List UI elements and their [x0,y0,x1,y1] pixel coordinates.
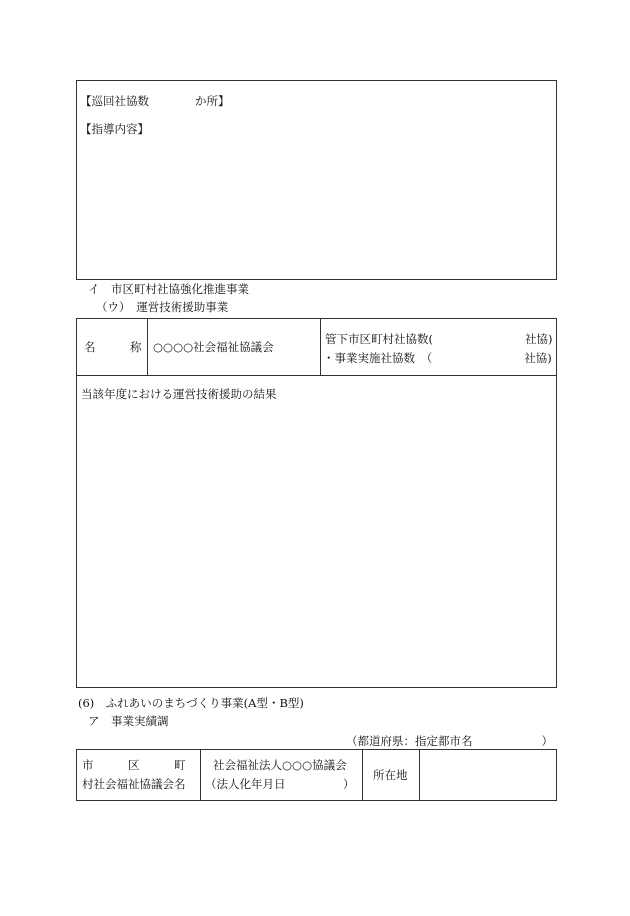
name-value: ○○○○社会福祉協議会 [153,340,274,354]
visit-count-label: 【巡回社協数 か所】 [80,94,230,108]
divider [362,749,363,801]
name-label-1: 名 [84,340,96,354]
council-name-label-1: 市 区 町 [82,758,186,772]
guidance-label: 【指導内容】 [80,122,149,136]
divider [320,318,321,375]
impl-count: ・事業実施社協数 （ 社協) [323,351,552,365]
sub-count: 管下市区町村社協数( 社協) [325,332,553,346]
divider [147,318,148,375]
technical-assistance-table [76,318,557,688]
results-table [76,749,557,801]
prefecture-note: （都道府県：指定都市名 ） [346,734,553,748]
divider [76,375,557,376]
divider [419,749,420,801]
corporation-label: 社会福祉法人○○○協議会 [213,758,347,772]
divider [200,749,201,801]
result-label: 当該年度における運営技術援助の結果 [81,387,277,401]
heading-u: （ウ） 運営技術援助事業 [96,300,229,314]
heading-i: イ 市区町村社協強化推進事業 [88,282,249,296]
heading-a: ア 事業実績調 [88,714,169,728]
incorporation-date-label: （法人化年月日 ） [205,777,355,791]
council-name-label-2: 村社会福祉協議会名 [82,777,186,791]
name-label-2: 称 [130,340,142,354]
guidance-box [76,80,557,280]
location-label: 所在地 [373,768,408,782]
heading-6: (6) ふれあいのまちづくり事業(A型・B型) [78,696,304,710]
